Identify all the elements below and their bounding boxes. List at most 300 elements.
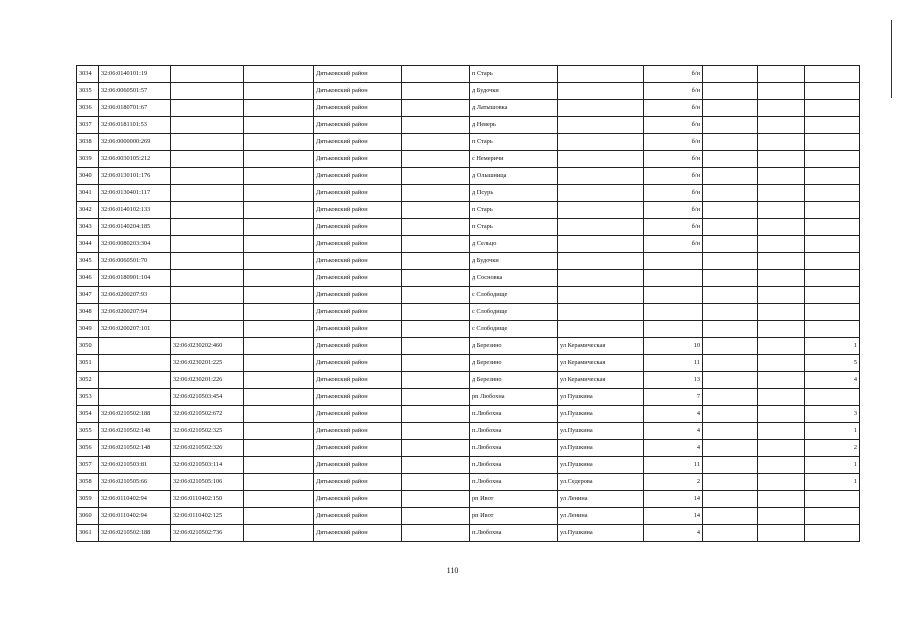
- cell-apartment: 4: [805, 372, 860, 389]
- cell-empty: [758, 457, 805, 474]
- cell-empty: [703, 270, 758, 287]
- cell-settlement: п Старь: [470, 66, 558, 83]
- cell-district: Дятьковский район: [314, 117, 402, 134]
- cell-house: [644, 287, 703, 304]
- cell-empty: [244, 389, 314, 406]
- cell-object-cadastral-number: 32:06:0110402:125: [171, 508, 244, 525]
- cell-street: [558, 134, 644, 151]
- cell-district: Дятьковский район: [314, 236, 402, 253]
- cell-empty: [758, 270, 805, 287]
- cell-empty: [758, 372, 805, 389]
- table-row: [77, 474, 860, 491]
- cell-street: ул Пушкина: [558, 389, 644, 406]
- cell-house: 4: [644, 440, 703, 457]
- cell-house: 2: [644, 474, 703, 491]
- cell-empty: [402, 134, 470, 151]
- cell-row-number: 3058: [77, 474, 99, 491]
- cell-settlement: п.Любохна: [470, 474, 558, 491]
- table-row: [77, 372, 860, 389]
- cell-empty: [244, 168, 314, 185]
- cell-district: Дятьковский район: [314, 202, 402, 219]
- cell-street: ул Ленина: [558, 491, 644, 508]
- cell-district: Дятьковский район: [314, 338, 402, 355]
- cell-street: ул.Пушкина: [558, 440, 644, 457]
- cell-row-number: 3040: [77, 168, 99, 185]
- cell-row-number: 3059: [77, 491, 99, 508]
- cell-cadastral-number: [99, 372, 171, 389]
- cell-empty: [402, 117, 470, 134]
- cell-street: [558, 219, 644, 236]
- cell-empty: [703, 253, 758, 270]
- cell-empty: [244, 474, 314, 491]
- cell-empty: [758, 423, 805, 440]
- cell-settlement: п Старь: [470, 202, 558, 219]
- cell-empty: [758, 83, 805, 100]
- cell-apartment: [805, 117, 860, 134]
- cell-street: [558, 304, 644, 321]
- cell-cadastral-number: 32:06:0060501:57: [99, 83, 171, 100]
- cell-empty: [703, 423, 758, 440]
- cell-house: б/н: [644, 151, 703, 168]
- cell-house: [644, 270, 703, 287]
- cell-object-cadastral-number: 32:06:0210503:114: [171, 457, 244, 474]
- cell-empty: [402, 508, 470, 525]
- cell-empty: [703, 66, 758, 83]
- cell-empty: [703, 202, 758, 219]
- cell-cadastral-number: 32:06:0200207:94: [99, 304, 171, 321]
- cell-apartment: 1: [805, 474, 860, 491]
- cell-cadastral-number: 32:06:0140101:19: [99, 66, 171, 83]
- cell-row-number: 3056: [77, 440, 99, 457]
- cell-cadastral-number: [99, 338, 171, 355]
- cell-object-cadastral-number: 32:06:0110402:150: [171, 491, 244, 508]
- cell-settlement: п Старь: [470, 134, 558, 151]
- table-row: [77, 168, 860, 185]
- table-row: [77, 185, 860, 202]
- cell-cadastral-number: 32:06:0200207:93: [99, 287, 171, 304]
- cell-empty: [703, 525, 758, 542]
- cell-empty: [244, 355, 314, 372]
- cell-street: [558, 151, 644, 168]
- cell-empty: [703, 168, 758, 185]
- cell-apartment: [805, 491, 860, 508]
- cell-empty: [244, 185, 314, 202]
- cell-cadastral-number: [99, 355, 171, 372]
- cell-row-number: 3039: [77, 151, 99, 168]
- table-row: [77, 270, 860, 287]
- cell-empty: [758, 134, 805, 151]
- cell-empty: [244, 372, 314, 389]
- cell-empty: [758, 338, 805, 355]
- cell-row-number: 3043: [77, 219, 99, 236]
- cell-house: б/н: [644, 236, 703, 253]
- cell-apartment: 3: [805, 406, 860, 423]
- cell-empty: [703, 508, 758, 525]
- cell-district: Дятьковский район: [314, 83, 402, 100]
- cell-empty: [703, 474, 758, 491]
- scan-edge-line: [891, 20, 892, 98]
- cell-house: б/н: [644, 117, 703, 134]
- cell-object-cadastral-number: [171, 83, 244, 100]
- table-row: [77, 117, 860, 134]
- cell-empty: [244, 525, 314, 542]
- table-row: [77, 66, 860, 83]
- cell-empty: [244, 83, 314, 100]
- cell-empty: [703, 236, 758, 253]
- cell-street: [558, 168, 644, 185]
- cell-empty: [402, 83, 470, 100]
- cell-empty: [703, 304, 758, 321]
- cell-object-cadastral-number: [171, 168, 244, 185]
- table-row: [77, 202, 860, 219]
- cell-street: [558, 185, 644, 202]
- cell-row-number: 3050: [77, 338, 99, 355]
- cell-district: Дятьковский район: [314, 355, 402, 372]
- cell-cadastral-number: 32:06:0140102:133: [99, 202, 171, 219]
- cell-empty: [758, 525, 805, 542]
- cell-street: [558, 117, 644, 134]
- cell-empty: [402, 389, 470, 406]
- cell-district: Дятьковский район: [314, 185, 402, 202]
- cell-empty: [758, 66, 805, 83]
- cell-object-cadastral-number: [171, 66, 244, 83]
- cell-empty: [402, 338, 470, 355]
- table-row: [77, 389, 860, 406]
- cell-empty: [402, 525, 470, 542]
- cell-object-cadastral-number: [171, 202, 244, 219]
- cell-empty: [402, 219, 470, 236]
- cell-empty: [758, 474, 805, 491]
- table-row: [77, 151, 860, 168]
- cell-empty: [703, 457, 758, 474]
- cell-row-number: 3045: [77, 253, 99, 270]
- cell-street: ул.Седерова: [558, 474, 644, 491]
- cell-house: б/н: [644, 185, 703, 202]
- cell-district: Дятьковский район: [314, 253, 402, 270]
- cell-district: Дятьковский район: [314, 457, 402, 474]
- cell-cadastral-number: 32:06:0180901:104: [99, 270, 171, 287]
- cell-cadastral-number: 32:06:0210502:188: [99, 406, 171, 423]
- cell-district: Дятьковский район: [314, 423, 402, 440]
- cell-row-number: 3055: [77, 423, 99, 440]
- cell-row-number: 3053: [77, 389, 99, 406]
- cell-empty: [758, 287, 805, 304]
- cell-empty: [244, 100, 314, 117]
- page-number: 110: [446, 566, 459, 575]
- cell-house: б/н: [644, 168, 703, 185]
- cell-empty: [758, 100, 805, 117]
- table-row: [77, 253, 860, 270]
- cell-empty: [402, 253, 470, 270]
- cell-empty: [703, 117, 758, 134]
- table-row: [77, 321, 860, 338]
- cell-apartment: [805, 270, 860, 287]
- cell-district: Дятьковский район: [314, 372, 402, 389]
- cell-apartment: [805, 525, 860, 542]
- cell-object-cadastral-number: 32:06:0210502:326: [171, 440, 244, 457]
- cell-object-cadastral-number: [171, 270, 244, 287]
- cell-settlement: д Олышница: [470, 168, 558, 185]
- cell-cadastral-number: 32:06:0110402:94: [99, 491, 171, 508]
- cell-empty: [402, 168, 470, 185]
- table-row: [77, 304, 860, 321]
- cell-object-cadastral-number: [171, 253, 244, 270]
- cell-settlement: д Псурь: [470, 185, 558, 202]
- cell-district: Дятьковский район: [314, 474, 402, 491]
- cell-district: Дятьковский район: [314, 525, 402, 542]
- cell-empty: [244, 457, 314, 474]
- cell-row-number: 3060: [77, 508, 99, 525]
- cell-empty: [244, 338, 314, 355]
- cell-street: ул.Пушкина: [558, 457, 644, 474]
- cell-district: Дятьковский район: [314, 491, 402, 508]
- cell-empty: [244, 134, 314, 151]
- cell-settlement: с Слободище: [470, 287, 558, 304]
- cell-object-cadastral-number: 32:06:0230202:460: [171, 338, 244, 355]
- cell-cadastral-number: 32:06:0181101:53: [99, 117, 171, 134]
- cell-apartment: [805, 134, 860, 151]
- cell-row-number: 3049: [77, 321, 99, 338]
- cell-settlement: п Старь: [470, 219, 558, 236]
- cell-object-cadastral-number: [171, 219, 244, 236]
- cell-empty: [758, 151, 805, 168]
- table-row: [77, 355, 860, 372]
- cell-cadastral-number: 32:06:0110402:94: [99, 508, 171, 525]
- cell-empty: [703, 100, 758, 117]
- cell-house: 4: [644, 423, 703, 440]
- cell-apartment: 2: [805, 440, 860, 457]
- cell-empty: [703, 151, 758, 168]
- cell-settlement: д Будочки: [470, 83, 558, 100]
- cell-empty: [244, 304, 314, 321]
- cell-empty: [402, 491, 470, 508]
- cell-empty: [758, 406, 805, 423]
- cell-empty: [402, 185, 470, 202]
- cell-house: б/н: [644, 202, 703, 219]
- cell-object-cadastral-number: 32:06:0210502:325: [171, 423, 244, 440]
- cell-row-number: 3035: [77, 83, 99, 100]
- cell-object-cadastral-number: [171, 185, 244, 202]
- cell-district: Дятьковский район: [314, 270, 402, 287]
- cell-empty: [402, 423, 470, 440]
- cell-cadastral-number: 32:06:0130101:176: [99, 168, 171, 185]
- cell-house: 7: [644, 389, 703, 406]
- cell-cadastral-number: 32:06:0180701:67: [99, 100, 171, 117]
- cell-house: 14: [644, 508, 703, 525]
- cell-settlement: п.Любохна: [470, 406, 558, 423]
- cell-settlement: д Березино: [470, 355, 558, 372]
- cell-street: [558, 270, 644, 287]
- cell-empty: [402, 457, 470, 474]
- cell-object-cadastral-number: [171, 321, 244, 338]
- cell-street: [558, 100, 644, 117]
- cell-house: б/н: [644, 100, 703, 117]
- cell-settlement: д Березино: [470, 338, 558, 355]
- table-row: [77, 100, 860, 117]
- cell-empty: [402, 66, 470, 83]
- cell-row-number: 3054: [77, 406, 99, 423]
- table-row: [77, 287, 860, 304]
- cell-empty: [402, 270, 470, 287]
- cell-district: Дятьковский район: [314, 168, 402, 185]
- cell-apartment: [805, 185, 860, 202]
- cell-district: Дятьковский район: [314, 508, 402, 525]
- cell-cadastral-number: 32:06:0130401:117: [99, 185, 171, 202]
- cell-empty: [402, 321, 470, 338]
- cell-empty: [244, 440, 314, 457]
- cell-house: 13: [644, 372, 703, 389]
- cell-empty: [703, 219, 758, 236]
- cell-object-cadastral-number: 32:06:0230201:226: [171, 372, 244, 389]
- cell-house: [644, 304, 703, 321]
- cell-empty: [703, 287, 758, 304]
- cell-house: [644, 321, 703, 338]
- cell-object-cadastral-number: [171, 236, 244, 253]
- cell-empty: [758, 440, 805, 457]
- cell-empty: [758, 219, 805, 236]
- cell-empty: [703, 355, 758, 372]
- cell-empty: [758, 253, 805, 270]
- cell-settlement: д Березино: [470, 372, 558, 389]
- table-row: [77, 219, 860, 236]
- cell-object-cadastral-number: 32:06:0210502:672: [171, 406, 244, 423]
- cell-row-number: 3044: [77, 236, 99, 253]
- cell-row-number: 3057: [77, 457, 99, 474]
- table-row: [77, 491, 860, 508]
- cell-house: б/н: [644, 219, 703, 236]
- cell-settlement: п.Любохна: [470, 457, 558, 474]
- cell-cadastral-number: 32:06:0210505:66: [99, 474, 171, 491]
- cell-street: [558, 253, 644, 270]
- cell-empty: [402, 372, 470, 389]
- cell-empty: [402, 474, 470, 491]
- cell-empty: [244, 423, 314, 440]
- cell-row-number: 3041: [77, 185, 99, 202]
- cell-apartment: 5: [805, 355, 860, 372]
- cell-row-number: 3034: [77, 66, 99, 83]
- cell-apartment: [805, 253, 860, 270]
- cell-row-number: 3037: [77, 117, 99, 134]
- cell-apartment: 1: [805, 457, 860, 474]
- cell-district: Дятьковский район: [314, 304, 402, 321]
- cell-row-number: 3036: [77, 100, 99, 117]
- cell-empty: [244, 66, 314, 83]
- cell-empty: [703, 406, 758, 423]
- cell-row-number: 3047: [77, 287, 99, 304]
- cell-street: ул.Пушкина: [558, 406, 644, 423]
- cell-apartment: [805, 321, 860, 338]
- cell-empty: [758, 168, 805, 185]
- cell-cadastral-number: 32:06:0210502:148: [99, 440, 171, 457]
- cell-district: Дятьковский район: [314, 219, 402, 236]
- cell-object-cadastral-number: [171, 117, 244, 134]
- cell-empty: [758, 185, 805, 202]
- cell-empty: [703, 134, 758, 151]
- cell-cadastral-number: 32:06:0200207:101: [99, 321, 171, 338]
- cell-street: ул Керамическая: [558, 338, 644, 355]
- cell-row-number: 3042: [77, 202, 99, 219]
- cell-empty: [402, 287, 470, 304]
- cell-empty: [244, 117, 314, 134]
- cell-street: [558, 236, 644, 253]
- cell-object-cadastral-number: 32:06:0230201:225: [171, 355, 244, 372]
- cell-empty: [758, 389, 805, 406]
- cell-empty: [402, 355, 470, 372]
- cell-empty: [758, 491, 805, 508]
- cell-street: ул Керамическая: [558, 355, 644, 372]
- cell-row-number: 3046: [77, 270, 99, 287]
- cell-cadastral-number: [99, 389, 171, 406]
- cell-object-cadastral-number: 32:06:0210502:736: [171, 525, 244, 542]
- cell-street: ул.Пушкина: [558, 423, 644, 440]
- cell-row-number: 3052: [77, 372, 99, 389]
- cell-empty: [244, 236, 314, 253]
- table-row: [77, 406, 860, 423]
- cell-empty: [244, 406, 314, 423]
- cell-settlement: д Латышовка: [470, 100, 558, 117]
- cell-empty: [244, 321, 314, 338]
- cell-apartment: [805, 236, 860, 253]
- cell-empty: [244, 151, 314, 168]
- cell-house: 4: [644, 525, 703, 542]
- cell-empty: [402, 151, 470, 168]
- cell-empty: [758, 236, 805, 253]
- cell-empty: [703, 185, 758, 202]
- table-row: [77, 83, 860, 100]
- table-row: [77, 525, 860, 542]
- cell-cadastral-number: 32:06:0080203:304: [99, 236, 171, 253]
- cell-empty: [402, 100, 470, 117]
- cell-row-number: 3048: [77, 304, 99, 321]
- cell-cadastral-number: 32:06:0060501:70: [99, 253, 171, 270]
- cell-apartment: 1: [805, 338, 860, 355]
- cell-apartment: [805, 202, 860, 219]
- cell-empty: [244, 253, 314, 270]
- table-body: [77, 66, 860, 542]
- cell-district: Дятьковский район: [314, 151, 402, 168]
- cell-street: [558, 321, 644, 338]
- cell-empty: [703, 83, 758, 100]
- cell-settlement: с Слободище: [470, 321, 558, 338]
- cell-object-cadastral-number: 32:06:0210505:106: [171, 474, 244, 491]
- cell-settlement: п.Любохна: [470, 440, 558, 457]
- cell-cadastral-number: 32:06:0210503:81: [99, 457, 171, 474]
- cell-district: Дятьковский район: [314, 134, 402, 151]
- cell-row-number: 3038: [77, 134, 99, 151]
- cell-empty: [244, 491, 314, 508]
- cell-district: Дятьковский район: [314, 321, 402, 338]
- cell-object-cadastral-number: [171, 304, 244, 321]
- cell-empty: [244, 219, 314, 236]
- cell-apartment: [805, 508, 860, 525]
- cell-empty: [402, 236, 470, 253]
- cell-cadastral-number: 32:06:0000000:269: [99, 134, 171, 151]
- cell-empty: [402, 440, 470, 457]
- cell-settlement: рп Любохна: [470, 389, 558, 406]
- cell-empty: [703, 338, 758, 355]
- cell-house: б/н: [644, 66, 703, 83]
- cell-settlement: п.Любохна: [470, 423, 558, 440]
- cell-cadastral-number: 32:06:0210502:188: [99, 525, 171, 542]
- cell-empty: [402, 304, 470, 321]
- cell-street: [558, 66, 644, 83]
- cell-empty: [703, 491, 758, 508]
- cell-object-cadastral-number: 32:06:0210503:454: [171, 389, 244, 406]
- cell-settlement: с Немеричи: [470, 151, 558, 168]
- cell-house: 11: [644, 457, 703, 474]
- cell-settlement: д Сосновка: [470, 270, 558, 287]
- cell-street: [558, 287, 644, 304]
